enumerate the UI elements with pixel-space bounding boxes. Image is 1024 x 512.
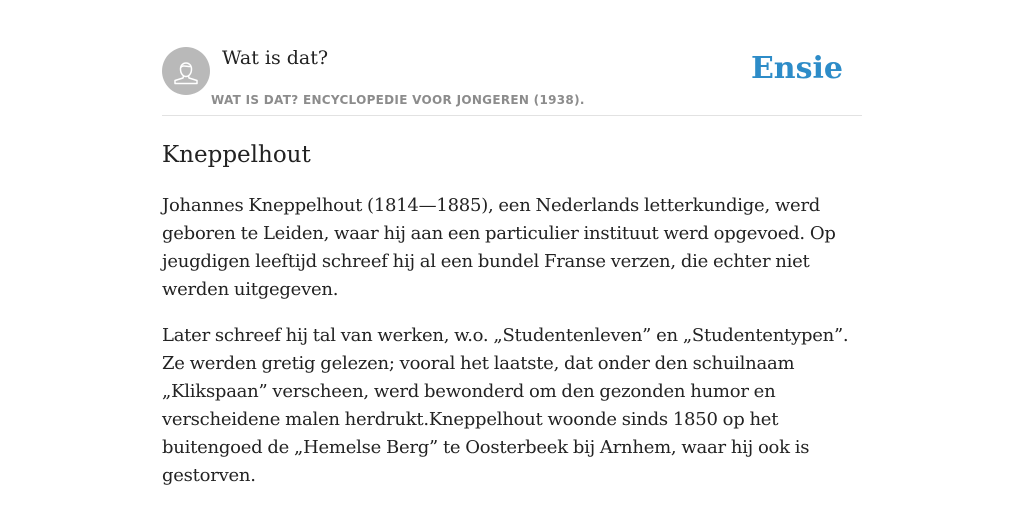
source-subtitle: WAT IS DAT? ENCYCLOPEDIE VOOR JONGEREN (1938). [211,93,585,107]
source-avatar[interactable] [162,47,210,95]
article-title: Kneppelhout [162,142,311,168]
article-body [162,192,862,490]
brand-logo[interactable]: Ensie [750,51,843,86]
source-title[interactable]: Wat is dat? [222,47,329,69]
article-paragraph: Johannes Kneppelhout (1814—1885), een Nederlands letterkundige, werd geboren te Leiden, waar hij aan een particulier instituut werd opgevoed. Op jeugdigen leeftijd schreef hij al een bundel Franse verzen, die echter niet werden uitgegeven. [162,195,836,300]
source-header [162,0,862,116]
user-silhouette-icon [162,47,210,95]
page-container [162,0,862,508]
article-paragraph: Later schreef hij tal van werken, w.o. „Studentenleven” en „Studententypen”. Ze werden gretig gelezen; vooral het laatste, dat onder den schuilnaam „Klikspaan” verscheen, werd bewonderd om den gezonden humor en verscheidene malen herdrukt.Kneppelhout woonde sinds 1850 op het buitengoed de „Hemelse Berg” te Oosterbeek bij Arnhem, waar hij ook is gestorven. [162,325,849,486]
